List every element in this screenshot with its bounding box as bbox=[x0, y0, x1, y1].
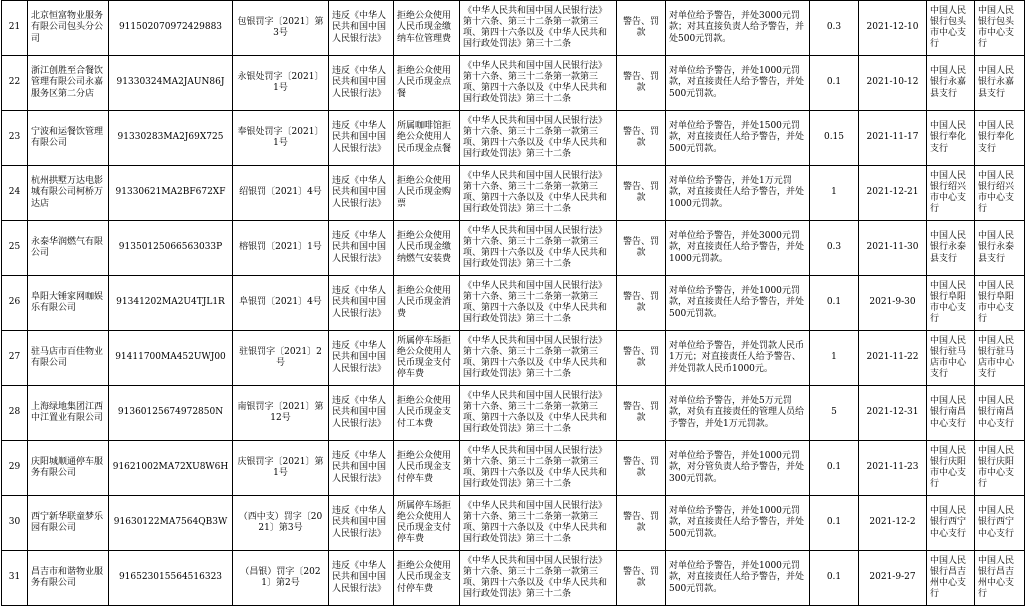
violation-fact: 拒绝公众使用人民币现金支付停车费 bbox=[394, 441, 460, 496]
penalty-content: 对单位给予警告，并处1000元罚款，对直接责任人给予警告，并处500元罚款。 bbox=[666, 56, 810, 111]
row-number: 26 bbox=[2, 276, 28, 331]
issuing-authority-dup: 中国人民银行驻马店市中心支行 bbox=[975, 331, 1025, 386]
row-number: 31 bbox=[2, 551, 28, 606]
violation-fact: 拒绝公众使用人民币现金点餐 bbox=[394, 56, 460, 111]
decision-date: 2021-9-30 bbox=[859, 276, 927, 331]
table-row bbox=[2, 56, 1025, 111]
company-name: 西宁新华联童梦乐园有限公司 bbox=[28, 496, 109, 551]
table-row bbox=[2, 496, 1025, 551]
violation-type: 违反《中华人民共和国中国人民银行法》 bbox=[329, 276, 394, 331]
violation-type: 违反《中华人民共和国中国人民银行法》 bbox=[329, 111, 394, 166]
penalty-content: 对单位给予警告，并处1000元罚款，对分管负责人给予警告，并处300元罚款。 bbox=[666, 441, 810, 496]
row-number: 23 bbox=[2, 111, 28, 166]
penalty-content: 对单位给予警告，并处1000元罚款，对直接责任人给予警告，并处500元罚款。 bbox=[666, 276, 810, 331]
penalty-amount: 0.15 bbox=[810, 111, 859, 166]
legal-basis: 《中华人民共和国中国人民银行法》第十六条、第三十二条第一款第三项、第四十六条以及《中华人民共和国行政处罚法》第三十二条 bbox=[460, 166, 617, 221]
credit-code: 91330283MA2J69X725 bbox=[109, 111, 233, 166]
violation-fact: 拒绝公众使用人民币现金缴纳燃气安装费 bbox=[394, 221, 460, 276]
company-name: 北京恒富物业服务有限公司包头分公司 bbox=[28, 1, 109, 56]
decision-number: 南银罚字〔2021〕第12号 bbox=[233, 386, 329, 441]
decision-number: 绍银罚〔2021〕4号 bbox=[233, 166, 329, 221]
penalty-amount: 0.1 bbox=[810, 276, 859, 331]
decision-date: 2021-9-27 bbox=[859, 551, 927, 606]
decision-date: 2021-12-31 bbox=[859, 386, 927, 441]
table-row bbox=[2, 386, 1025, 441]
penalty-type: 警告、罚款 bbox=[617, 1, 666, 56]
credit-code: 91621002MA72XU8W6H bbox=[109, 441, 233, 496]
issuing-authority: 中国人民银行西宁中心支行 bbox=[927, 496, 975, 551]
violation-type: 违反《中华人民共和国中国人民银行法》 bbox=[329, 441, 394, 496]
penalty-content: 对单位给予警告，并处罚款人民币1万元；对直接责任人给予警告、并处罚款人民币1000元。 bbox=[666, 331, 810, 386]
penalty-content: 对单位给予警告，并处1500元罚款，对直接责任人给予警告，并处500元罚款。 bbox=[666, 111, 810, 166]
issuing-authority: 中国人民银行南昌中心支行 bbox=[927, 386, 975, 441]
decision-number: 奉银处罚字〔2021〕1号 bbox=[233, 111, 329, 166]
credit-code: 916523015564516323 bbox=[109, 551, 233, 606]
issuing-authority-dup: 中国人民银行包头市中心支行 bbox=[975, 1, 1025, 56]
violation-type: 违反《中华人民共和国中国人民银行法》 bbox=[329, 56, 394, 111]
penalty-type: 警告、罚款 bbox=[617, 56, 666, 111]
decision-number: （西中支）罚字〔2021〕第3号 bbox=[233, 496, 329, 551]
issuing-authority: 中国人民银行永嘉县支行 bbox=[927, 56, 975, 111]
penalty-type: 警告、罚款 bbox=[617, 331, 666, 386]
company-name: 上海绿地集团江西中江置业有限公司 bbox=[28, 386, 109, 441]
penalty-amount: 0.1 bbox=[810, 496, 859, 551]
penalty-content: 对单位给予警告，并处1万元罚款，对直接责任人给予警告，并处1000元罚款。 bbox=[666, 166, 810, 221]
violation-type: 违反《中华人民共和国中国人民银行法》 bbox=[329, 331, 394, 386]
penalty-content: 对单位给予警告，并处1000元罚款，对直接责任人给予警告，并处500元罚款。 bbox=[666, 496, 810, 551]
decision-date: 2021-12-10 bbox=[859, 1, 927, 56]
company-name: 杭州拱墅万达电影城有限公司柯桥万达店 bbox=[28, 166, 109, 221]
issuing-authority-dup: 中国人民银行绍兴市中心支行 bbox=[975, 166, 1025, 221]
violation-fact: 所属停车场拒绝公众使用人民币现金支付停车费 bbox=[394, 496, 460, 551]
row-number: 25 bbox=[2, 221, 28, 276]
legal-basis: 《中华人民共和国中国人民银行法》第十六条、第三十二条第一款第三项、第四十六条以及《中华人民共和国行政处罚法》第三十二条 bbox=[460, 386, 617, 441]
penalty-type: 警告、罚款 bbox=[617, 551, 666, 606]
decision-number: 阜银罚〔2021〕4号 bbox=[233, 276, 329, 331]
legal-basis: 《中华人民共和国中国人民银行法》第十六条、第三十二条第一款第三项、第四十六条以及《中华人民共和国行政处罚法》第三十二条 bbox=[460, 551, 617, 606]
company-name: 昌吉市和谐物业服务有限公司 bbox=[28, 551, 109, 606]
violation-fact: 拒绝公众使用人民币现金消费 bbox=[394, 276, 460, 331]
penalty-content: 对单位给予警告，并处1000元罚款，对直接责任人给予警告，并处500元罚款。 bbox=[666, 551, 810, 606]
credit-code: 91350125066563033P bbox=[109, 221, 233, 276]
penalty-content: 对单位给予警告，并处3000元罚款，对直接责任人给予警告，并处1000元罚款。 bbox=[666, 221, 810, 276]
credit-code: 911502070972429883 bbox=[109, 1, 233, 56]
company-name: 阜阳大锤家网咖娱乐有限公司 bbox=[28, 276, 109, 331]
issuing-authority-dup: 中国人民银行昌吉州中心支行 bbox=[975, 551, 1025, 606]
penalty-content: 对单位给予警告，并处5万元罚款，对负有直接责任的管理人员给予警告，并处1万元罚款。 bbox=[666, 386, 810, 441]
penalty-amount: 0.1 bbox=[810, 56, 859, 111]
penalty-content: 对单位给予警告，并处3000元罚款；对其直接负责人给予警告，并处500元罚款。 bbox=[666, 1, 810, 56]
legal-basis: 《中华人民共和国中国人民银行法》第十六条、第三十二条第一款第三项、第四十六条以及《中华人民共和国行政处罚法》第三十二条 bbox=[460, 56, 617, 111]
decision-number: 永银处罚字〔2021〕1号 bbox=[233, 56, 329, 111]
violation-fact: 拒绝公众使用人民币现金购票 bbox=[394, 166, 460, 221]
decision-date: 2021-11-22 bbox=[859, 331, 927, 386]
decision-number: 庆银罚字〔2021〕第1号 bbox=[233, 441, 329, 496]
legal-basis: 《中华人民共和国中国人民银行法》第十六条、第三十二条第一款第三项、第四十六条以及《中华人民共和国行政处罚法》第三十二条 bbox=[460, 331, 617, 386]
table-row bbox=[2, 441, 1025, 496]
company-name: 浙江创胜至合餐饮管理有限公司永嘉服务区第二分店 bbox=[28, 56, 109, 111]
issuing-authority-dup: 中国人民银行庆阳市中心支行 bbox=[975, 441, 1025, 496]
penalty-type: 警告、罚款 bbox=[617, 386, 666, 441]
row-number: 24 bbox=[2, 166, 28, 221]
penalty-amount: 5 bbox=[810, 386, 859, 441]
company-name: 宁波和运餐饮管理有限公司 bbox=[28, 111, 109, 166]
violation-fact: 拒绝公众使用人民币现金支付工本费 bbox=[394, 386, 460, 441]
table-row bbox=[2, 551, 1025, 606]
legal-basis: 《中华人民共和国中国人民银行法》第十六条、第三十二条第一款第三项、第四十六条以及《中华人民共和国行政处罚法》第三十二条 bbox=[460, 276, 617, 331]
issuing-authority-dup: 中国人民银行永嘉县支行 bbox=[975, 56, 1025, 111]
legal-basis: 《中华人民共和国中国人民银行法》第十六条、第三十二条第一款第三项、第四十六条以及《中华人民共和国行政处罚法》第三十二条 bbox=[460, 221, 617, 276]
issuing-authority: 中国人民银行庆阳市中心支行 bbox=[927, 441, 975, 496]
decision-date: 2021-11-30 bbox=[859, 221, 927, 276]
table-row bbox=[2, 331, 1025, 386]
issuing-authority: 中国人民银行奉化支行 bbox=[927, 111, 975, 166]
decision-date: 2021-12-2 bbox=[859, 496, 927, 551]
company-name: 永泰华润燃气有限公司 bbox=[28, 221, 109, 276]
row-number: 30 bbox=[2, 496, 28, 551]
penalty-amount: 0.1 bbox=[810, 551, 859, 606]
decision-date: 2021-12-21 bbox=[859, 166, 927, 221]
credit-code: 91330621MA2BF672XF bbox=[109, 166, 233, 221]
penalty-type: 警告、罚款 bbox=[617, 166, 666, 221]
penalty-type: 警告、罚款 bbox=[617, 276, 666, 331]
credit-code: 91341202MA2U4TJL1R bbox=[109, 276, 233, 331]
penalty-table bbox=[1, 0, 1025, 606]
company-name: 庆阳城顺通停车服务有限公司 bbox=[28, 441, 109, 496]
issuing-authority: 中国人民银行驻马店市中心支行 bbox=[927, 331, 975, 386]
row-number: 22 bbox=[2, 56, 28, 111]
credit-code: 91630122MA7564QB3W bbox=[109, 496, 233, 551]
violation-fact: 拒绝公众使用人民币现金缴纳车位管理费 bbox=[394, 1, 460, 56]
table-row bbox=[2, 166, 1025, 221]
row-number: 21 bbox=[2, 1, 28, 56]
issuing-authority: 中国人民银行昌吉州中心支行 bbox=[927, 551, 975, 606]
issuing-authority: 中国人民银行绍兴市中心支行 bbox=[927, 166, 975, 221]
violation-type: 违反《中华人民共和国中国人民银行法》 bbox=[329, 551, 394, 606]
issuing-authority-dup: 中国人民银行西宁中心支行 bbox=[975, 496, 1025, 551]
decision-number: 榕银罚〔2021〕1号 bbox=[233, 221, 329, 276]
penalty-type: 警告、罚款 bbox=[617, 441, 666, 496]
row-number: 29 bbox=[2, 441, 28, 496]
penalty-amount: 1 bbox=[810, 331, 859, 386]
decision-date: 2021-10-12 bbox=[859, 56, 927, 111]
penalty-amount: 0.1 bbox=[810, 441, 859, 496]
issuing-authority-dup: 中国人民银行永泰县支行 bbox=[975, 221, 1025, 276]
credit-code: 91360125674972850N bbox=[109, 386, 233, 441]
penalty-amount: 0.3 bbox=[810, 1, 859, 56]
violation-fact: 所属咖啡馆拒绝公众使用人民币现金点餐 bbox=[394, 111, 460, 166]
violation-type: 违反《中华人民共和国中国人民银行法》 bbox=[329, 496, 394, 551]
credit-code: 91411700MA452UWJ00 bbox=[109, 331, 233, 386]
decision-number: 包银罚字〔2021〕第3号 bbox=[233, 1, 329, 56]
decision-number: 驻银罚字〔2021〕2号 bbox=[233, 331, 329, 386]
row-number: 27 bbox=[2, 331, 28, 386]
credit-code: 91330324MA2JAUN86J bbox=[109, 56, 233, 111]
issuing-authority: 中国人民银行包头市中心支行 bbox=[927, 1, 975, 56]
company-name: 驻马店市百佳物业有限公司 bbox=[28, 331, 109, 386]
violation-type: 违反《中华人民共和国中国人民银行法》 bbox=[329, 166, 394, 221]
row-number: 28 bbox=[2, 386, 28, 441]
table-row bbox=[2, 276, 1025, 331]
violation-type: 违反《中华人民共和国中国人民银行法》 bbox=[329, 221, 394, 276]
violation-type: 违反《中华人民共和国中国人民银行法》 bbox=[329, 386, 394, 441]
issuing-authority-dup: 中国人民银行南昌中心支行 bbox=[975, 386, 1025, 441]
violation-fact: 所属停车场拒绝公众使用人民币现金支付停车费 bbox=[394, 331, 460, 386]
penalty-amount: 1 bbox=[810, 166, 859, 221]
legal-basis: 《中华人民共和国中国人民银行法》第十六条、第三十二条第一款第三项、第四十六条以及《中华人民共和国行政处罚法》第三十二条 bbox=[460, 496, 617, 551]
legal-basis: 《中华人民共和国中国人民银行法》第十六条、第三十二条第一款第三项、第四十六条以及《中华人民共和国行政处罚法》第三十二条 bbox=[460, 1, 617, 56]
decision-date: 2021-11-17 bbox=[859, 111, 927, 166]
legal-basis: 《中华人民共和国中国人民银行法》第十六条、第三十二条第一款第三项、第四十六条以及《中华人民共和国行政处罚法》第三十二条 bbox=[460, 111, 617, 166]
penalty-type: 警告、罚款 bbox=[617, 221, 666, 276]
table-row bbox=[2, 111, 1025, 166]
penalty-amount: 0.3 bbox=[810, 221, 859, 276]
issuing-authority: 中国人民银行永泰县支行 bbox=[927, 221, 975, 276]
decision-number: （昌银）罚字〔2021〕第2号 bbox=[233, 551, 329, 606]
issuing-authority-dup: 中国人民银行奉化支行 bbox=[975, 111, 1025, 166]
table-row bbox=[2, 221, 1025, 276]
penalty-type: 警告、罚款 bbox=[617, 496, 666, 551]
issuing-authority-dup: 中国人民银行阜阳市中心支行 bbox=[975, 276, 1025, 331]
issuing-authority: 中国人民银行阜阳市中心支行 bbox=[927, 276, 975, 331]
penalty-type: 警告、罚款 bbox=[617, 111, 666, 166]
violation-type: 违反《中华人民共和国中国人民银行法》 bbox=[329, 1, 394, 56]
violation-fact: 拒绝公众使用人民币现金支付停车费 bbox=[394, 551, 460, 606]
legal-basis: 《中华人民共和国中国人民银行法》第十六条、第三十二条第一款第三项、第四十六条以及《中华人民共和国行政处罚法》第三十二条 bbox=[460, 441, 617, 496]
decision-date: 2021-11-23 bbox=[859, 441, 927, 496]
table-row bbox=[2, 1, 1025, 56]
